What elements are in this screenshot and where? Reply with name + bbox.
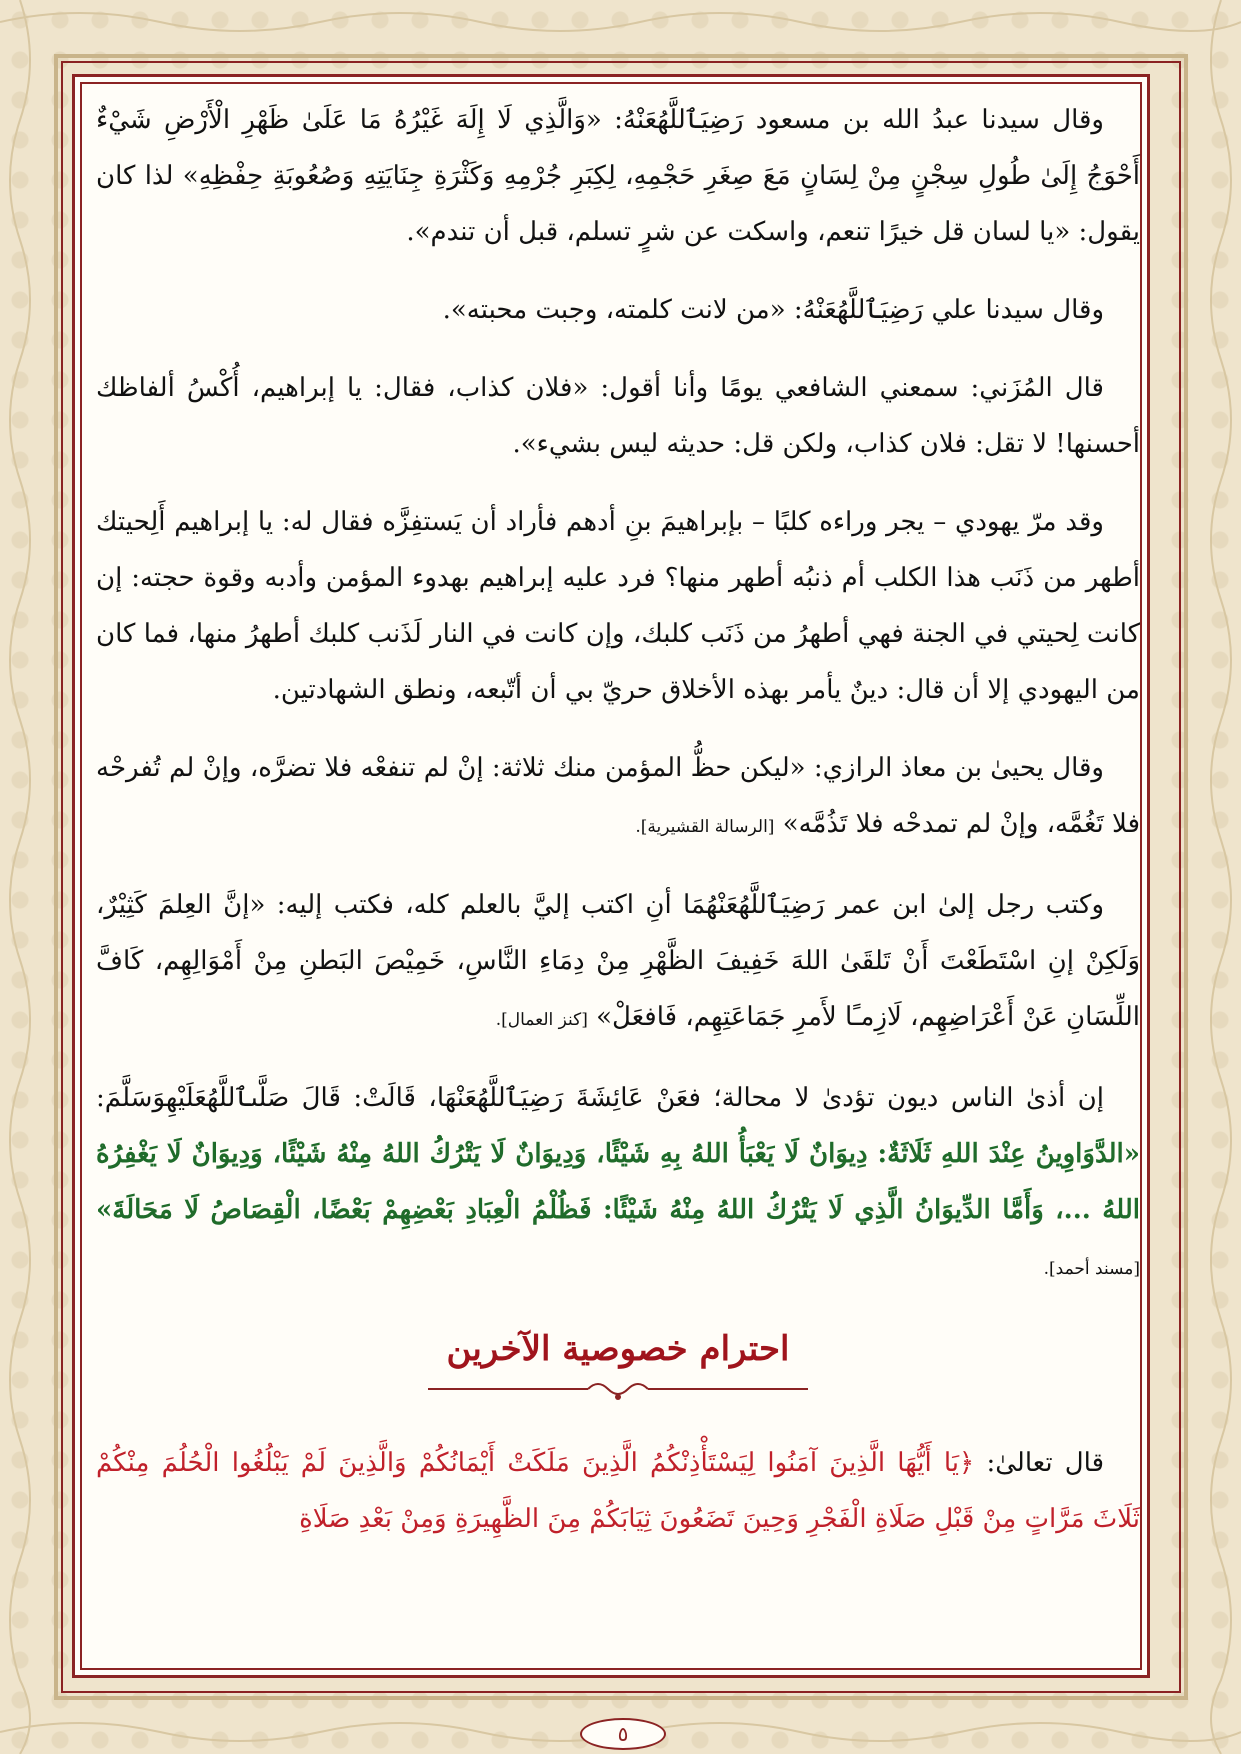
hadith-text: «الدَّوَاوِينُ عِنْدَ اللهِ ثَلَاثَةٌ: دِيوَانٌ لَا يَعْبَأُ اللهُ بِهِ شَيْئًا، وَدِيوَانٌ لَا يَتْرُكُ اللهُ مِنْهُ شَيْئًا، وَدِيوَانٌ لَا يَغْفِرُهُ اللهُ ...، وَأَمَّا الدِّيوَانُ الَّذِي لَا يَتْرُكُ اللهُ مِنْهُ شَيْئًا: فَظُلْمُ الْعِبَادِ بَعْضِهِمْ بَعْضًا، الْقِصَاصُ لَا مَحَالَةَ» <box>96 1139 1140 1225</box>
paragraph-yahya <box>96 740 1140 855</box>
paragraph-ibn-masud: وقال سيدنا عبدُ الله بن مسعود رَضِيَٱللَّهُعَنْهُ: «وَالَّذِي لَا إِلَهَ غَيْرُهُ مَا عَلَىٰ ظَهْرِ الْأَرْضِ شَيْءٌ أَحْوَجُ إِلَىٰ طُولِ سِجْنٍ مِنْ لِسَانٍ مَعَ صِغَرِ حَجْمِهِ، لِكِبَرِ جُرْمِهِ وَكَثْرَةِ جِنَايَتِهِ وَصُعُوبَةِ حِفْظِهِ» لذا كان يقول: «يا لسان قل خيرًا تنعم، واسكت عن شرٍ تسلم، قبل أن تندم». <box>96 105 1140 247</box>
source-kanz: [كنز العمال]. <box>495 1010 588 1030</box>
source-qushayri: [الرسالة القشيرية]. <box>635 817 775 837</box>
heading-divider-ornament <box>428 1375 808 1405</box>
paragraph-ibn-umar <box>96 877 1140 1048</box>
paragraph-verse <box>96 1435 1140 1547</box>
ibn-umar-quote: وكتب رجل إلىٰ ابن عمر رَضِيَٱللَّهُعَنْهُمَا أنِ اكتب إليَّ بالعلم كله، فكتب إليه: «إنَّ العِلمَ كَثِيْرٌ، وَلَكِنْ إنِ اسْتَطَعْتَ أَنْ تَلقَىٰ اللهَ خَفِيفَ الظَّهْرِ مِنْ دِمَاءِ النَّاسِ، خَمِيْصَ البَطنِ مِنْ أَمْوَالِهِم، كَافَّ اللِّسَانِ عَنْ أَعْرَاضِهِم، لَازِمـًا لأَمرِ جَمَاعَتِهِم، فَافعَلْ» <box>96 890 1140 1032</box>
section-heading: احترام خصوصية الآخرين <box>446 1329 790 1369</box>
page-number: ٥ <box>580 1718 666 1750</box>
paragraph-muzani: قال المُزَني: سمعني الشافعي يومًا وأنا أقول: «فلان كذاب، فقال: يا إبراهيم، أُكْسُ ألفاظك أحسنها! لا تقل: فلان كذاب، ولكن قل: حديثه ليس بشيء». <box>96 373 1140 459</box>
paragraph-ibrahim-adham: وقد مرّ يهودي – يجر وراءه كلبًا – بإبراهيمَ بنِ أدهم فأراد أن يَستفِزَّه فقال له: يا إبراهيم أَلِحيتك أطهر من ذَنَب هذا الكلب أم ذنبُه أطهر منها؟ فرد عليه إبراهيم بهدوء المؤمن وأدبه وقوة حجته: إن كانت لِحيتي في الجنة فهي أطهرُ من ذَنَب كلبك، وإن كانت في النار لَذَنب كلبك أطهرُ منها، فما كان من اليهودي إلا أن قال: دينٌ يأمر بهذه الأخلاق حريّ بي أن أتّبعه، ونطق الشهادتين. <box>96 507 1140 705</box>
quran-verse: ﴿يَا أَيُّهَا الَّذِينَ آمَنُوا لِيَسْتَأْذِنْكُمُ الَّذِينَ مَلَكَتْ أَيْمَانُكُمْ وَالَّذِينَ لَمْ يَبْلُغُوا الْحُلُمَ مِنْكُمْ ثَلَاثَ مَرَّاتٍ مِنْ قَبْلِ صَلَاةِ الْفَجْرِ وَحِينَ تَضَعُونَ ثِيَابَكُمْ مِنَ الظَّهِيرَةِ وَمِنْ بَعْدِ صَلَاةِ <box>96 1448 1140 1534</box>
paragraph-ali: وقال سيدنا علي رَضِيَٱللَّهُعَنْهُ: «من لانت كلمته، وجبت محبته». <box>442 295 1104 325</box>
source-musnad: [مسند أحمد]. <box>1043 1259 1140 1279</box>
yahya-quote: وقال يحيىٰ بن معاذ الرازي: «ليكن حظُّ المؤمن منك ثلاثة: إنْ لم تنفعْه فلا تضرَّه، وإنْ لم تُفرحْه فلا تَغُمَّه، وإنْ لم تمدحْه فلا تَذُمَّه» <box>96 753 1140 839</box>
verse-intro: قال تعالىٰ: <box>986 1448 1105 1478</box>
hadith-intro: إن أذىٰ الناس ديون تؤدىٰ لا محالة؛ فعَنْ عَائِشَةَ رَضِيَٱللَّهُعَنْهَا، قَالَتْ: قَالَ صَلَّىٱللَّهُعَلَيْهِوَسَلَّمَ: <box>96 1083 1104 1113</box>
page-content <box>96 92 1140 1569</box>
paragraph-hadith <box>96 1070 1140 1297</box>
